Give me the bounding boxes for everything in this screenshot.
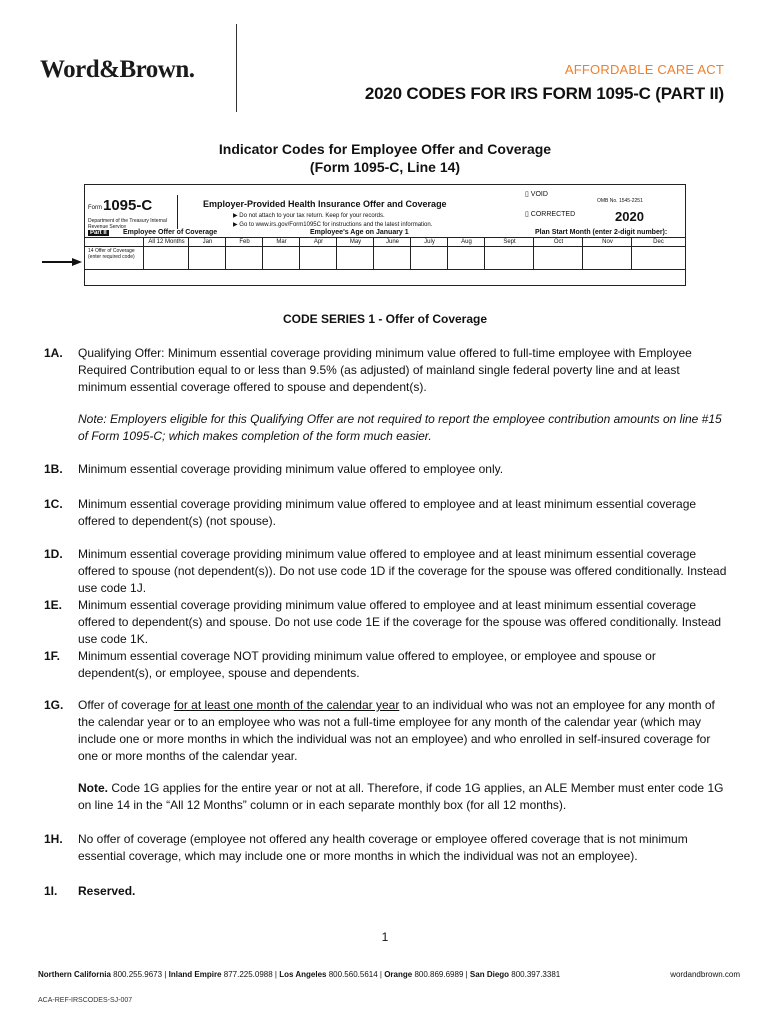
- form-month-cell: June: [373, 238, 411, 269]
- code-1a: 1A.: [44, 346, 63, 360]
- code-1g: 1G.: [44, 698, 64, 712]
- form-divider: [177, 195, 178, 229]
- form-line14-label: 14 Offer of Coverage (enter required code): [88, 248, 135, 260]
- code-1d: 1D.: [44, 547, 63, 561]
- form-1095c-excerpt: [84, 184, 686, 286]
- form-number: 1095-C: [103, 197, 153, 214]
- form-month-cell: Feb: [225, 238, 263, 269]
- code-1f-description: Minimum essential coverage NOT providing minimum value offered to employee, or employee and spouse or dependent(s), or employee, spouse and dependents.: [78, 649, 656, 680]
- arrow-right-icon: [42, 258, 82, 266]
- code-1f: 1F.: [44, 649, 61, 663]
- form-month-cell: Mar: [262, 238, 300, 269]
- form-word: Form: [88, 205, 102, 211]
- code-1g-underline: for at least one month of the calendar year: [173, 698, 400, 712]
- form-instruction-1: ▶ Do not attach to your tax return. Keep for your records.: [233, 213, 385, 219]
- form-heading: Employer-Provided Health Insurance Offer and Coverage: [203, 199, 447, 209]
- code-1g-description: Offer of coverage for at least one month of the calendar year to an individual who was not an employee for any month of the calendar year or to an employee who was not a full-time employee for any month of the calendar year (which may include one or more months in which the individual was not an employee) and who enrolled in self-insured coverage for one or more months of the calendar year.: [78, 698, 715, 763]
- form-omb: OMB No. 1545-2251: [597, 198, 643, 204]
- section-subtitle: (Form 1095-C, Line 14): [309, 159, 461, 175]
- form-plan-start-heading: Plan Start Month (enter 2-digit number):: [535, 229, 668, 236]
- code-1i: 1I.: [44, 884, 58, 898]
- aca-label: AFFORDABLE CARE ACT: [564, 62, 724, 77]
- code-1e-description: Minimum essential coverage providing minimum value offered to employee and at least minimum essential coverage offered to dependent(s) and spouse. Do not use code 1E if the coverage for the spouse was offered conditionally. Instead use code 1K.: [78, 598, 722, 646]
- code-1h-description: No offer of coverage (employee not offered any health coverage or employee offered coverage that is not minimum essential coverage, which may include one or more months in which the individual was not an employee).: [78, 832, 688, 863]
- form-year: 2020: [615, 209, 644, 224]
- form-month-cell: All 12 Months: [143, 238, 189, 269]
- form-month-cell: Apr: [299, 238, 337, 269]
- page-title: 2020 CODES FOR IRS FORM 1095-C (PART II): [364, 84, 724, 103]
- code-1h: 1H.: [44, 832, 63, 846]
- form-month-cell: Nov: [582, 238, 632, 269]
- section-title: Indicator Codes for Employee Offer and Coverage: [218, 141, 552, 157]
- form-offer-heading: Employee Offer of Coverage: [123, 229, 218, 236]
- code-1b-description: Minimum essential coverage providing minimum value offered to employee only.: [78, 462, 504, 476]
- code-1c: 1C.: [44, 497, 63, 511]
- code-1b: 1B.: [44, 462, 63, 476]
- code-1a-description: Qualifying Offer: Minimum essential coverage providing minimum value offered to full-time employee with Employee Required Contribution equal to or less than 9.5% (as adjusted) of mainland single federal poverty line and at least minimum essential coverage offered to spouse and dependent(s).: [78, 346, 692, 394]
- code-1g-note: Note. Code 1G applies for the entire year or not at all. Therefore, if code 1G applies, an ALE Member must enter code 1G on line 14 in the “All 12 Months” column or in each separate monthly box (for all 12 months).: [78, 781, 724, 812]
- word-brown-logo: Word&Brown.: [40, 56, 195, 83]
- code-1i-description: Reserved.: [78, 884, 136, 898]
- form-month-cell: Jan: [188, 238, 226, 269]
- code-1d-description: Minimum essential coverage providing minimum value offered to employee and at least minimum essential coverage offered to spouse (not dependent(s)). Do not use code 1D if the coverage for the spouse was offered conditionally. Instead use code 1J.: [78, 547, 727, 595]
- form-corrected-label: CORRECTED: [530, 211, 576, 218]
- form-void-label: VOID: [530, 191, 548, 198]
- footer-contacts: Northern California 800.255.9673 | Inland Empire 877.225.0988 | Los Angeles 800.560.5614 | Orange 800.869.6989 | San Diego 800.397.3381: [38, 970, 561, 979]
- footer-website: wordandbrown.com: [670, 970, 740, 979]
- form-month-cell: May: [336, 238, 374, 269]
- form-corrected-checkbox: ▯ CORRECTED: [525, 211, 576, 218]
- form-age-heading: Employee's Age on January 1: [310, 229, 409, 236]
- page-number: 1: [381, 930, 389, 944]
- form-month-cell: July: [410, 238, 448, 269]
- form-rule: [85, 269, 685, 270]
- form-month-cell: Aug: [447, 238, 485, 269]
- form-month-cell: Sept: [484, 238, 534, 269]
- form-month-cell: Oct: [533, 238, 583, 269]
- form-instruction-2: ▶ Go to www.irs.gov/Form1095C for instructions and the latest information.: [233, 222, 433, 228]
- header-divider: [236, 24, 237, 112]
- footer-reference-code: ACA-REF-IRSCODES-SJ-007: [38, 997, 133, 1004]
- form-part-label: Part II: [90, 230, 107, 236]
- form-department: Department of the Treasury Internal Revenue Service: [88, 218, 167, 230]
- qualifying-offer-note: Note: Employers eligible for this Qualifying Offer are not required to report the employee contribution amounts on line #15 of Form 1095-C; which makes completion of the form much easier.: [78, 412, 722, 443]
- code-1e: 1E.: [44, 598, 63, 612]
- code-series-title: CODE SERIES 1 - Offer of Coverage: [282, 312, 488, 326]
- form-month-cell: Dec: [631, 238, 685, 269]
- code-1c-description: Minimum essential coverage providing minimum value offered to employee and at least minimum essential coverage offered to dependent(s) (not spouse).: [78, 497, 697, 528]
- form-void-checkbox: ▯ VOID: [525, 191, 548, 198]
